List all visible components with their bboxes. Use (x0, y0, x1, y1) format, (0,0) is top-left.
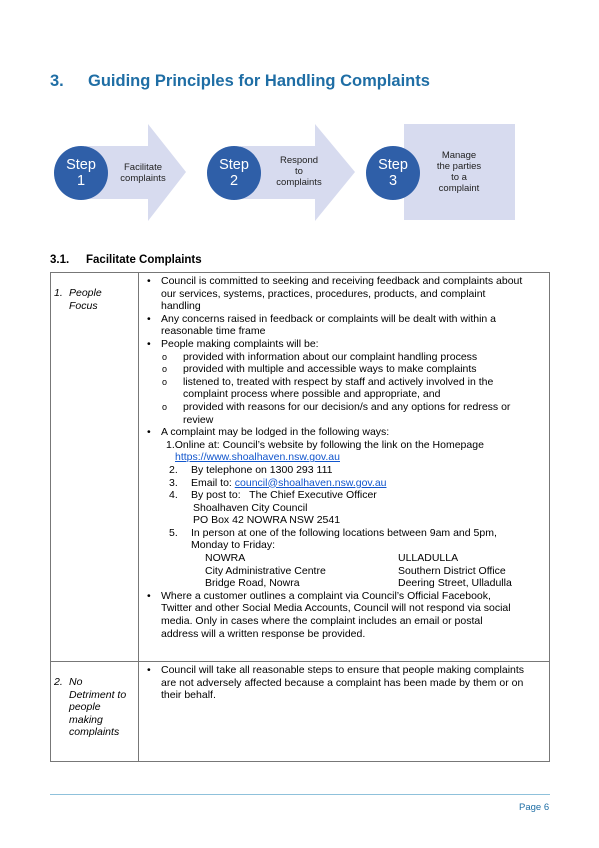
bullet-item: • Council will take all reasonable steps to ensure that people making complaints are not adversely affected because a complaint has been made by them or on their behalf. (139, 664, 545, 702)
lodge-methods (161, 439, 545, 590)
sub-item: o provided with reasons for our decision/s and any options for redress or review (161, 401, 545, 426)
row-label-line: No (69, 676, 83, 688)
step-2-label: Step (219, 157, 249, 173)
row-number: 1. (54, 287, 63, 299)
step-1-number: 1 (76, 173, 86, 189)
row-label-line: Focus (69, 299, 98, 312)
step-1-label: Step (66, 157, 96, 173)
method-post: 4. By post to: The Chief Executive Officer (169, 489, 377, 502)
email-link[interactable]: council@shoalhaven.nsw.gov.au (234, 476, 387, 489)
row-content-cell (139, 662, 550, 762)
step-2-number: 2 (229, 173, 239, 189)
office-locations: NOWRA ULLADULLA City Administrative Centre Southern District Office Bridge Road, Nowra Deering Street, Ulladulla (205, 552, 512, 590)
bullet-item: • Any concerns raised in feedback or complaints will be dealt with within a reasonable time frame (139, 313, 545, 338)
bullet-item: • Where a customer outlines a complaint via Council’s Official Facebook, Twitter and other Social Media Accounts, Council will not respond via social media. Only in cases where the complaint includes an email or postal address will a written response be provided. (139, 590, 545, 640)
bullet-item: • Council is committed to seeking and receiving feedback and complaints about our services, systems, practices, procedures, products, and complaint handling (139, 275, 545, 313)
postal-address: Shoalhaven City Council PO Box 42 NOWRA NSW 2541 (193, 501, 341, 527)
subsection-title: Facilitate Complaints (86, 254, 202, 266)
bullet-item: • People making complaints will be: o provided with information about our complaint handling process o provided with multiple and accessible ways to make complaints o listened to, treated with respect by staff and actively involved in the complaint process where possible and appropriate, and o provided with reasons for our decision/s and any options for redress or review (139, 338, 545, 426)
method-email: 3. Email to: council@shoalhaven.nsw.gov.au (169, 476, 387, 489)
website-link[interactable]: https://www.shoalhaven.nsw.gov.au (175, 451, 340, 464)
footer-divider (50, 794, 550, 795)
row-label-line: complaints (69, 726, 120, 739)
section-number: 3. (50, 72, 64, 90)
method-in-person: 5. In person at one of the following locations between 9am and 5pm, Monday to Friday: (169, 526, 497, 552)
step-3-circle (366, 146, 420, 200)
step-1-text: Facilitate complaints (120, 162, 166, 184)
step-1-circle (54, 146, 108, 200)
table-row (51, 273, 550, 662)
row-label-cell (51, 662, 139, 762)
step-3-text: Manage the parties to a complaint (436, 150, 482, 194)
sub-item: o listened to, treated with respect by staff and actively involved in the complaint process where possible and appropriate, and (161, 376, 545, 401)
section-heading (50, 72, 430, 91)
sub-item: o provided with information about our complaint handling process (161, 351, 545, 364)
table-row (51, 662, 550, 762)
row-label-line: People (69, 287, 102, 299)
row-label-cell (51, 273, 139, 662)
method-telephone: 2. By telephone on 1300 293 111 (169, 463, 333, 476)
row-number: 2. (54, 676, 63, 688)
principles-table (50, 272, 550, 762)
section-title: Guiding Principles for Handling Complaints (88, 72, 430, 90)
page-number: Page 6 (519, 802, 550, 813)
bullet-item: • A complaint may be lodged in the following ways: 1.Online at: Council’s website by following the link on the Homepage https://www.shoalhaven.nsw.gov.au 2. By telephone on 1300 293 111 3. Email to: council@shoalhaven.nsw.gov.au 4. By post to: The Chief Executive Officer Shoalhaven City Council PO Box 42 NOWRA NSW 2541 5. In person at one of the following locations between 9am and 5pm, Monday to Friday: NOWRA ULLADULLA City Administrative Centre Southern District Office Bridge Road, Nowra Deering Street, Ulladulla (139, 426, 545, 590)
step-2-circle (207, 146, 261, 200)
step-2-text: Respond to complaints (276, 155, 322, 188)
sub-item: o provided with multiple and accessible ways to make complaints (161, 363, 545, 376)
step-3-number: 3 (388, 173, 398, 189)
row-label-line: Detriment to (69, 688, 127, 701)
row-label-line: people (69, 701, 101, 714)
row-label-line: making (69, 713, 103, 726)
step-3-label: Step (378, 157, 408, 173)
subsection-heading (50, 254, 202, 266)
subsection-number: 3.1. (50, 254, 70, 266)
sub-list (161, 351, 545, 427)
method-online: 1.Online at: Council’s website by following the link on the Homepage (166, 438, 484, 451)
row-content-cell (139, 273, 550, 662)
